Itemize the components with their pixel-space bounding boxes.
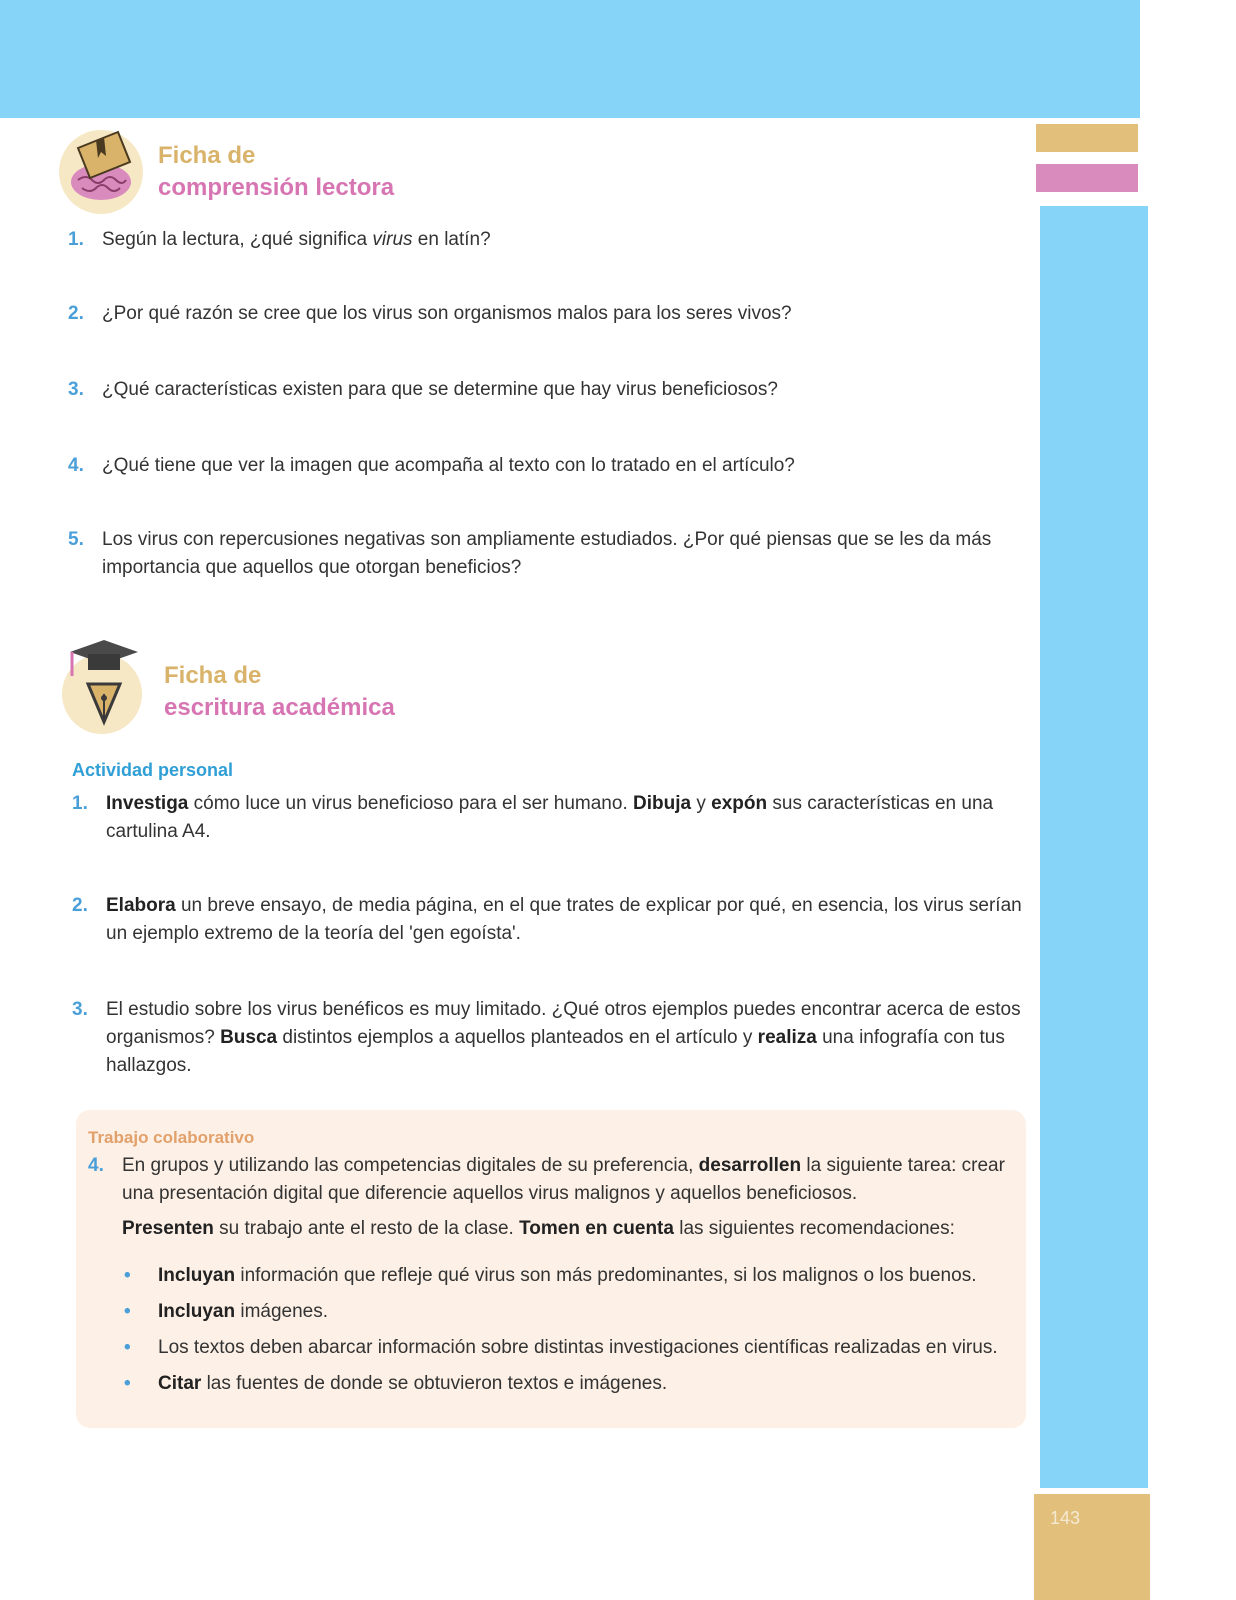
section1-title <box>158 140 394 204</box>
present-instructions: Presenten su trabajo ante el resto de la clase. Tomen en cuenta las siguientes recomendaciones: <box>122 1218 955 1239</box>
collaborative-question-4 <box>88 1152 1023 1208</box>
question-text: ¿Qué características existen para que se determine que hay virus beneficiosos? <box>102 379 778 400</box>
section2-title-line2: escritura académica <box>164 694 395 721</box>
question-text: Los virus con repercusiones negativas son ampliamente estudiados. ¿Por qué piensas que se les da más importancia que aquellos que otorgan beneficios? <box>102 529 992 578</box>
question-number: 4. <box>68 455 84 476</box>
section1-question-3 <box>68 376 1018 404</box>
side-tab-pink <box>1036 164 1138 192</box>
section2-question-1 <box>72 790 1022 846</box>
question-number: 4. <box>88 1155 104 1176</box>
question-number: 1. <box>68 229 84 250</box>
graduation-cap-pen-icon <box>58 636 148 736</box>
collaborative-label: Trabajo colaborativo <box>88 1128 255 1147</box>
question-text: Según la lectura, ¿qué significa virus en latín? <box>102 229 491 250</box>
list-item: • Los textos deben abarcar información sobre distintas investigaciones científicas realizadas en virus. <box>124 1337 998 1358</box>
question-text: El estudio sobre los virus benéficos es muy limitado. ¿Qué otros ejemplos puedes encontrar acerca de estos organismos? Busca distintos ejemplos a aquellos planteados en el artículo y realiza una infografía con tus hallazgos. <box>106 999 1021 1076</box>
side-color-band <box>1040 206 1148 1488</box>
side-tab-gold <box>1036 124 1138 152</box>
section2-title-line1: Ficha de <box>164 662 262 689</box>
section2-question-3 <box>72 996 1022 1080</box>
section2-question-2 <box>72 892 1022 948</box>
section1-question-1 <box>68 226 1018 254</box>
list-item: • Citar las fuentes de donde se obtuvieron textos e imágenes. <box>124 1373 668 1394</box>
list-item: • Incluyan imágenes. <box>124 1301 329 1322</box>
section1-question-2 <box>68 300 1018 328</box>
question-number: 3. <box>68 379 84 400</box>
question-text: ¿Por qué razón se cree que los virus son organismos malos para los seres vivos? <box>102 303 792 324</box>
section1-question-4 <box>68 452 1018 480</box>
recommendations-list <box>122 1262 1022 1406</box>
question-number: 1. <box>72 793 88 814</box>
section1-question-5 <box>68 526 1018 582</box>
question-text: En grupos y utilizando las competencias digitales de su preferencia, desarrollen la siguiente tarea: crear una presentación digital que diferencie aquellos virus malignos y aquellos beneficiosos. <box>122 1155 1005 1204</box>
question-number: 5. <box>68 529 84 550</box>
question-number: 3. <box>72 999 88 1020</box>
section1-title-line1: Ficha de <box>158 142 256 169</box>
question-text: ¿Qué tiene que ver la imagen que acompaña al texto con lo tratado en el artículo? <box>102 455 795 476</box>
list-item: • Incluyan información que refleje qué virus son más predominantes, si los malignos o los buenos. <box>124 1265 977 1286</box>
section1-title-line2: comprensión lectora <box>158 174 395 201</box>
question-text: Investiga cómo luce un virus beneficioso para el ser humano. Dibuja y expón sus características en una cartulina A4. <box>106 793 994 842</box>
question-number: 2. <box>68 303 84 324</box>
question-text: Elabora un breve ensayo, de media página, en el que trates de explicar por qué, en esencia, los virus serían un ejemplo extremo de la teoría del 'gen egoísta'. <box>106 895 1022 944</box>
activity-label: Actividad personal <box>72 760 234 780</box>
top-color-band <box>0 0 1140 118</box>
question-number: 2. <box>72 895 88 916</box>
section2-title <box>164 660 395 724</box>
page-number: 143 <box>1050 1508 1081 1528</box>
book-brain-icon <box>56 120 146 218</box>
